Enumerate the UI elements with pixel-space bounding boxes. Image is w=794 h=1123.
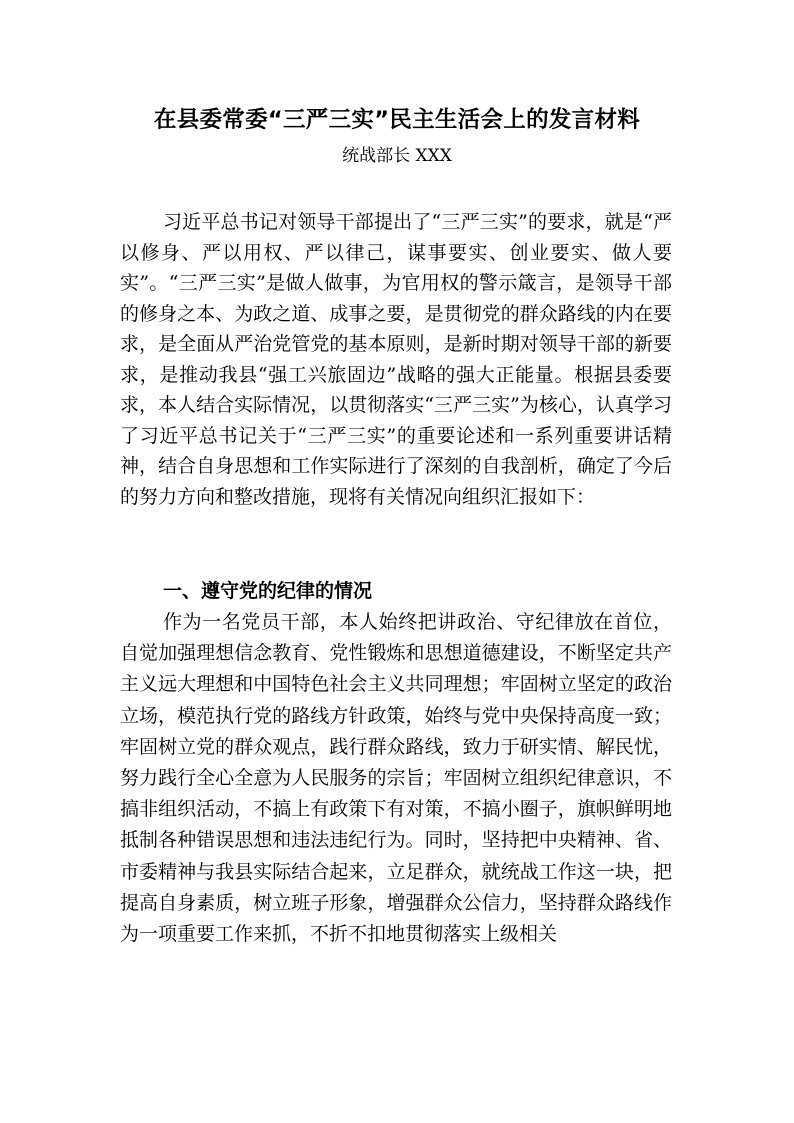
body-paragraph-intro: 习近平总书记对领导干部提出了“三严三实”的要求，就是“严以修身、严以用权、严以律己，谋事要实、创业要实、做人要实”。“三严三实”是做人做事，为官用权的警示箴言，是领导干部的修身之本、为政之道、成事之要，是贯彻党的群众路线的内在要求，是全面从严治党管党的基本原则，是新时期对领导干部的新要求，是推动我县“强工兴旅固边”战略的强大正能量。根据县委要求，本人结合实际情况，以贯彻落实“三严三实”为核心，认真学习了习近平总书记关于“三严三实”的重要论述和一系列重要讲话精神，结合自身思想和工作实际进行了深刻的自我剖析，确定了今后的努力方向和整改措施，现将有关情况向组织汇报如下： [120,211,672,508]
document-title: 在县委常委“三严三实”民主生活会上的发言材料 [153,107,641,133]
body-paragraph-section-1: 作为一名党员干部，本人始终把讲政治、守纪律放在首位，自觉加强理想信念教育、党性锻炼和思想道德建设，不断坚定共产主义远大理想和中国特色社会主义共同理想；牢固树立坚定的政治立场，模范执行党的路线方针政策，始终与党中央保持高度一致；牢固树立党的群众观点，践行群众路线，致力于研实情、解民忧，努力践行全心全意为人民服务的宗旨；牢固树立组织纪律意识，不搞非组织活动，不搞上有政策下有对策，不搞小圈子，旗帜鲜明地抵制各种错误思想和违法违纪行为。同时，坚持把中央精神、省、市委精神与我县实际结合起来，立足群众，就统战工作这一块，把提高自身素质，树立班子形象，增强群众公信力，坚持群众路线作为一项重要工作来抓，不折不扣地贯彻落实上级相关 [120,611,672,946]
section-heading: 一、遵守党的纪律的情况 [163,580,373,602]
document-author-line: 统战部长 XXX [342,146,452,166]
